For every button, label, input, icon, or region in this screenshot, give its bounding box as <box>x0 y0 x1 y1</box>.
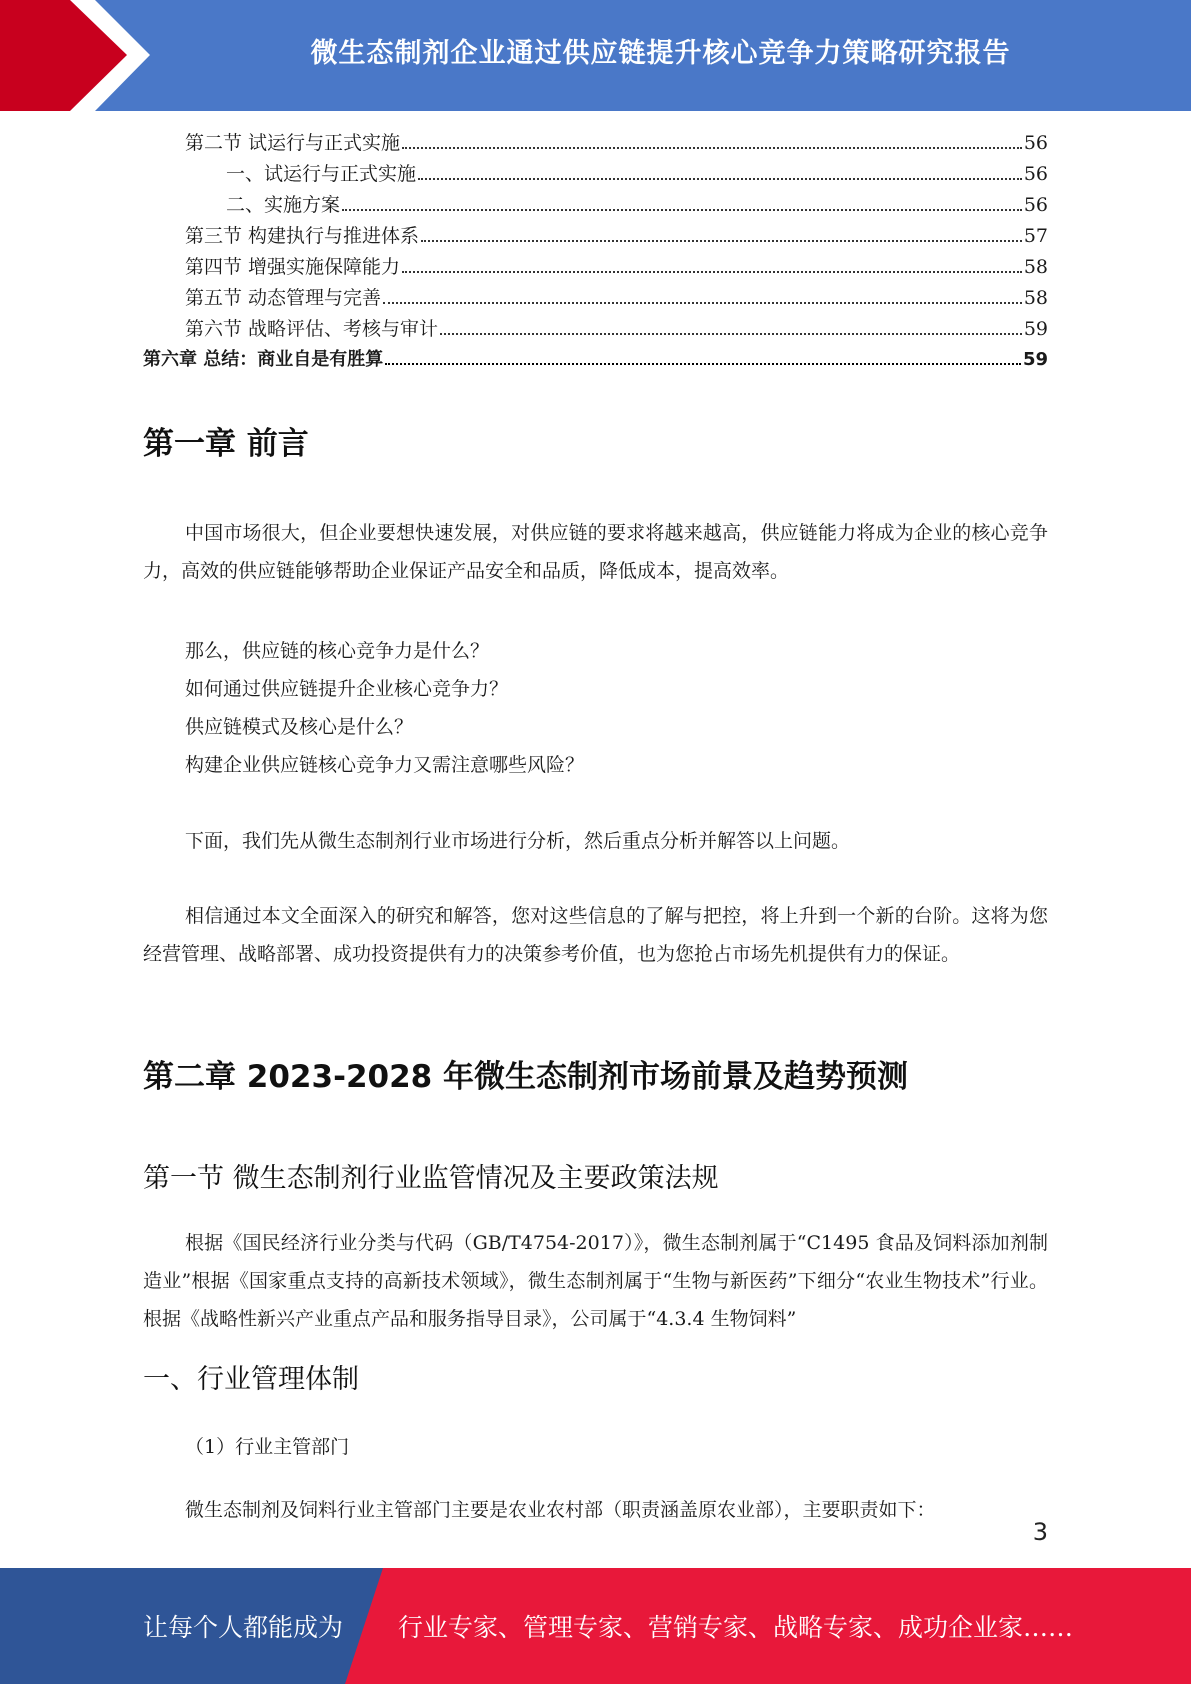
toc-leader-dots <box>383 302 1022 304</box>
toc-entry-page: 58 <box>1023 256 1048 278</box>
toc-entry[interactable] <box>143 159 1048 190</box>
toc-entry-title: 第四节 增强实施保障能力 <box>185 256 401 278</box>
chapter-1-heading: 第一章 前言 <box>143 426 309 462</box>
toc-entry[interactable] <box>143 252 1048 283</box>
toc-leader-dots <box>402 271 1022 273</box>
section-1-paragraph: 根据《国民经济行业分类与代码（GB/T4754-2017）》，微生态制剂属于“C1495 食品及饲料添加剂制造业”根据《国家重点支持的高新技术领域》，微生态制剂属于“生物与新医药”下细分“农业生物技术”行业。根据《战略性新兴产业重点产品和服务指导目录》，公司属于“4.3.4 生物饲料” <box>143 1232 1048 1330</box>
toc-entry-page: 56 <box>1023 194 1048 216</box>
document-title: 微生态制剂企业通过供应链提升核心竞争力策略研究报告 <box>310 37 1011 69</box>
toc-entry-title: 二、实施方案 <box>226 194 341 216</box>
toc-entry-title: 第六节 战略评估、考核与审计 <box>185 318 439 340</box>
list-item-heading: （1）行业主管部门 <box>185 1436 350 1458</box>
question-line: 构建企业供应链核心竞争力又需注意哪些风险？ <box>185 754 585 776</box>
chapter-1-intro-paragraph: 中国市场很大，但企业要想快速发展，对供应链的要求将越来越高，供应链能力将成为企业的核心竞争力，高效的供应链能够帮助企业保证产品安全和品质，降低成本，提高效率。 <box>143 522 1048 582</box>
footer-slogan-right: 行业专家、管理专家、营销专家、战略专家、成功企业家…… <box>398 1613 1074 1642</box>
chapter-2-heading: 第二章 2023-2028 年微生态制剂市场前景及趋势预测 <box>143 1059 909 1095</box>
toc-entry[interactable] <box>143 314 1048 345</box>
toc-entry-title: 第三节 构建执行与推进体系 <box>185 225 420 247</box>
toc-entry-page: 59 <box>1023 318 1048 340</box>
footer-slogan-left: 让每个人都能成为 <box>143 1613 344 1642</box>
toc-leader-dots <box>440 333 1022 335</box>
toc-leader-dots <box>421 240 1022 242</box>
chapter-1-analysis-line: 下面，我们先从微生态制剂行业市场进行分析，然后重点分析并解答以上问题。 <box>185 830 851 852</box>
chapter-1-closing-paragraph: 相信通过本文全面深入的研究和解答，您对这些信息的了解与把控，将上升到一个新的台阶。这将为您经营管理、战略部署、成功投资提供有力的决策参考价值，也为您抢占市场先机提供有力的保证。 <box>143 905 1048 965</box>
section-1-heading: 第一节 微生态制剂行业监管情况及主要政策法规 <box>143 1163 719 1194</box>
toc-entry-chapter[interactable] <box>143 345 1048 376</box>
toc-entry-page: 57 <box>1023 225 1048 247</box>
toc-entry[interactable] <box>143 190 1048 221</box>
toc-entry-page: 56 <box>1023 163 1048 185</box>
list-item-paragraph: 微生态制剂及饲料行业主管部门主要是农业农村部（职责涵盖原农业部），主要职责如下： <box>185 1499 936 1521</box>
toc-entry[interactable] <box>143 283 1048 314</box>
page-header <box>0 0 1191 111</box>
toc-leader-dots <box>418 178 1022 180</box>
page-footer <box>0 1568 1191 1684</box>
toc-entry-page: 56 <box>1023 132 1048 154</box>
toc-entry-title: 一、试运行与正式实施 <box>226 163 417 185</box>
toc-entry-title: 第二节 试运行与正式实施 <box>185 132 401 154</box>
toc-entry-page: 58 <box>1023 287 1048 309</box>
toc-leader-dots <box>385 363 1021 365</box>
subsection-heading: 一、行业管理体制 <box>143 1364 359 1395</box>
question-line: 那么，供应链的核心竞争力是什么？ <box>185 640 490 662</box>
page-number: 3 <box>1032 1518 1048 1546</box>
table-of-contents <box>143 128 1048 376</box>
toc-entry-title: 第六章 总结：商业自是有胜算 <box>143 349 384 370</box>
question-line: 供应链模式及核心是什么？ <box>185 716 414 738</box>
question-line: 如何通过供应链提升企业核心竞争力？ <box>185 678 509 700</box>
toc-leader-dots <box>342 209 1022 211</box>
toc-entry[interactable] <box>143 128 1048 159</box>
toc-leader-dots <box>402 147 1022 149</box>
toc-entry[interactable] <box>143 221 1048 252</box>
toc-entry-title: 第五节 动态管理与完善 <box>185 287 382 309</box>
toc-entry-page: 59 <box>1022 349 1048 370</box>
